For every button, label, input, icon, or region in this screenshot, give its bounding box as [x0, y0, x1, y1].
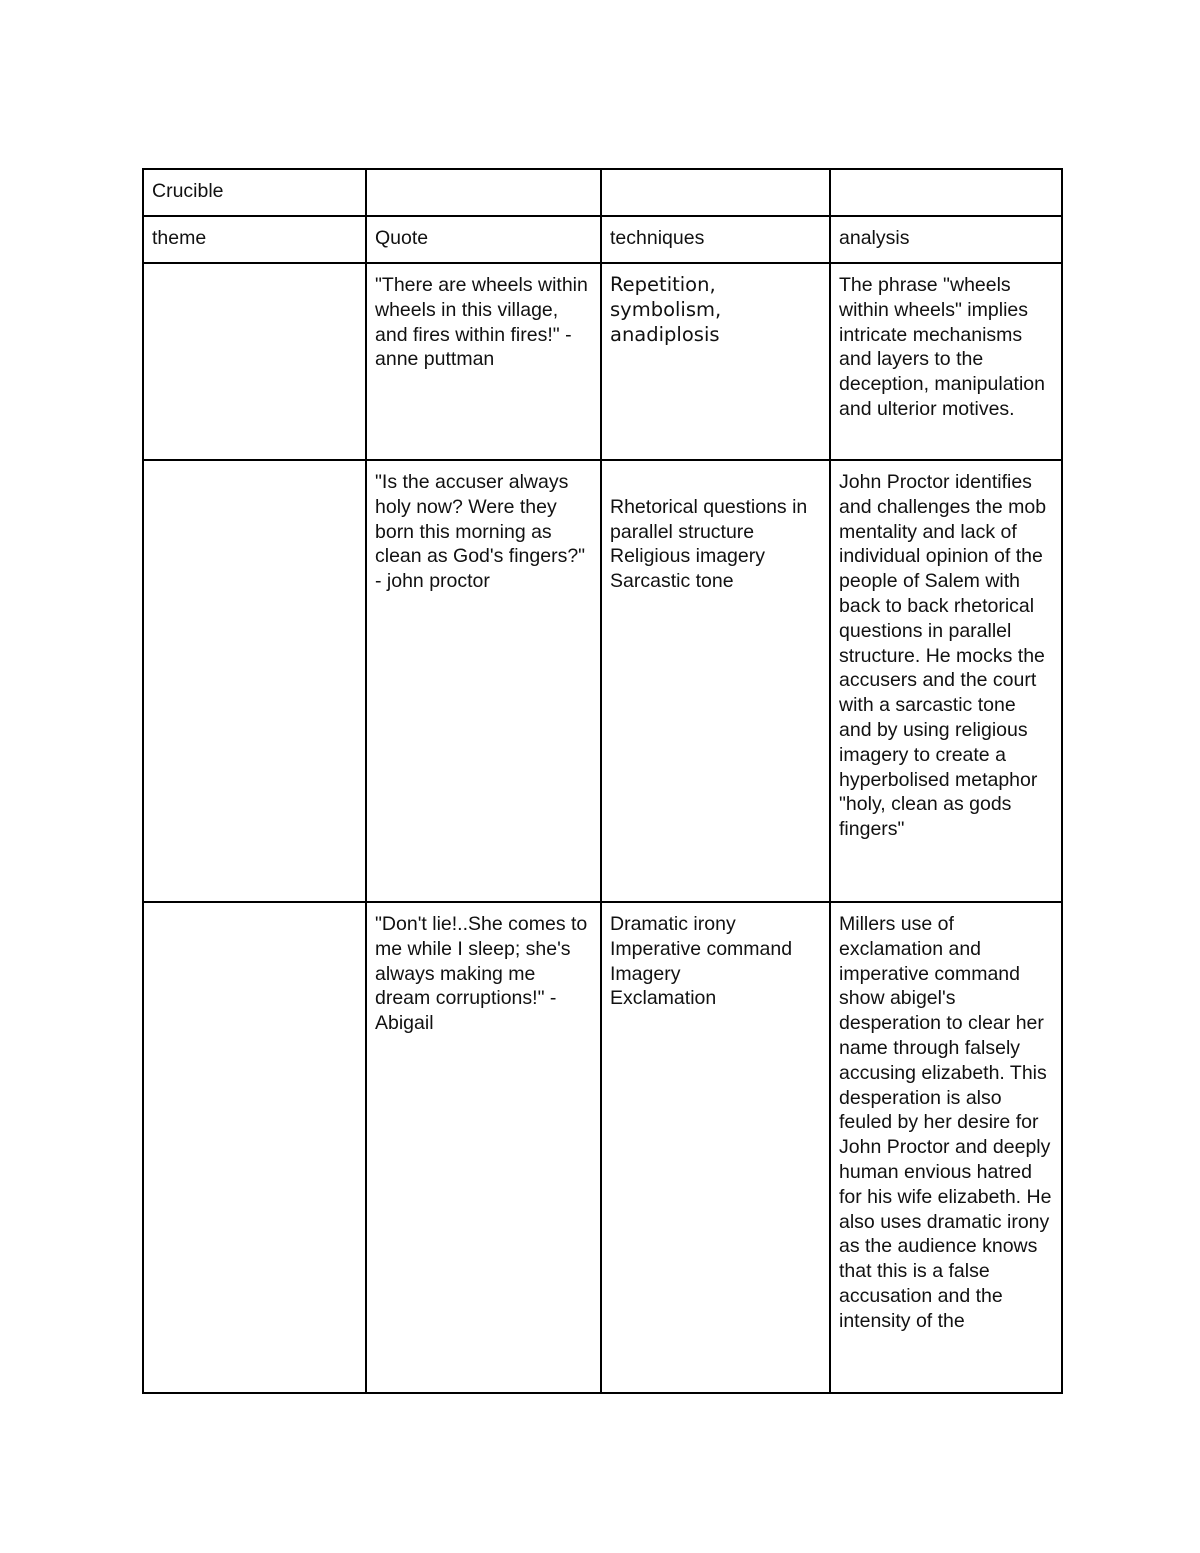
table-row [143, 460, 1062, 902]
analysis-cell: The phrase "wheels within wheels" implies intricate mechanisms and layers to the deception, manipulation and ulterior motives. [830, 263, 1062, 460]
header-analysis: analysis [830, 216, 1062, 263]
theme-cell [143, 263, 366, 460]
empty-cell [366, 169, 601, 216]
analysis-cell: John Proctor identifies and challenges the mob mentality and lack of individual opinion of the people of Salem with back to back rhetorical questions in parallel structure. He mocks the accusers and the court with a sarcastic tone and by using religious imagery to create a hyperbolised metaphor "holy, clean as gods fingers" [830, 460, 1062, 902]
header-theme: theme [143, 216, 366, 263]
theme-cell [143, 460, 366, 902]
header-quote: Quote [366, 216, 601, 263]
analysis-cell: Millers use of exclamation and imperative command show abigel's desperation to clear her name through falsely accusing elizabeth. This desperation is also feuled by her desire for John Proctor and deeply human envious hatred for his wife elizabeth. He also uses dramatic irony as the audience knows that this is a false accusation and the intensity of the [830, 902, 1062, 1393]
crucible-analysis-table [142, 168, 1063, 1394]
title-row [143, 169, 1062, 216]
table-row [143, 902, 1062, 1393]
table-title-cell: Crucible [143, 169, 366, 216]
quote-cell: "Don't lie!..She comes to me while I sleep; she's always making me dream corruptions!" - Abigail [366, 902, 601, 1393]
header-row [143, 216, 1062, 263]
quote-cell: "Is the accuser always holy now? Were they born this morning as clean as God's fingers?" - john proctor [366, 460, 601, 902]
empty-cell [830, 169, 1062, 216]
techniques-cell: Repetition, symbolism, anadiplosis [601, 263, 830, 460]
techniques-cell: Rhetorical questions in parallel structure Religious imagery Sarcastic tone [601, 460, 830, 902]
techniques-cell: Dramatic irony Imperative command Imagery Exclamation [601, 902, 830, 1393]
theme-cell [143, 902, 366, 1393]
empty-cell [601, 169, 830, 216]
quote-cell: "There are wheels within wheels in this village, and fires within fires!" - anne puttman [366, 263, 601, 460]
header-techniques: techniques [601, 216, 830, 263]
table-row [143, 263, 1062, 460]
